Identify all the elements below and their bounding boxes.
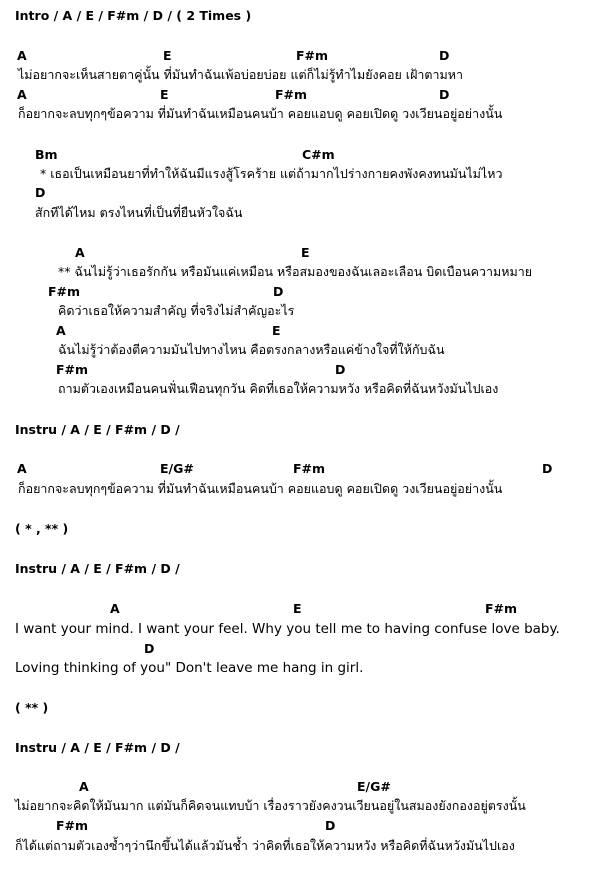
chord: D (144, 641, 155, 656)
lyric-line: ฉันไม่รู้ว่าต้องตีความมันไปทางไหน คือตรงกลางหรือแค่ข้างใจที่ให้กับฉัน (58, 342, 445, 357)
chord: F#m (296, 48, 329, 63)
chord: A (17, 461, 27, 476)
repeat-marker: ( * , ** ) (15, 521, 69, 536)
chord: E (163, 48, 172, 63)
chord: D (273, 284, 284, 299)
chord: F#m (56, 818, 89, 833)
chord: A (79, 779, 89, 794)
lyric-line: Loving thinking of you" Don't leave me hang in girl. (15, 660, 364, 676)
chord: D (542, 461, 553, 476)
lyric-line: ** ฉันไม่รู้ว่าเธอรักกัน หรือมันแค่เหมือน หรือสมองของฉันเลอะเลือน บิดเบือนความหมาย (58, 264, 533, 279)
chord: F#m (275, 87, 308, 102)
instru-line: Instru / A / E / F#m / D / (15, 561, 180, 576)
lyric-line: สักทีได้ไหม ตรงไหนที่เป็นที่ยืนหัวใจฉัน (35, 205, 243, 220)
chord: A (56, 323, 66, 338)
chord: E (301, 245, 310, 260)
lyric-line: ก็อยากจะลบทุกๆข้อความ ที่มันทำฉันเหมือนคนบ้า คอยแอบดู คอยเปิดดู วงเวียนอยู่อย่างนั้น (18, 106, 503, 121)
lyric-line: ก็อยากจะลบทุกๆข้อความ ที่มันทำฉันเหมือนคนบ้า คอยแอบดู คอยเปิดดู วงเวียนอยู่อย่างนั้น (18, 481, 503, 496)
chord: D (35, 185, 46, 200)
chord: A (110, 601, 120, 616)
chord: D (335, 362, 346, 377)
chord: F#m (485, 601, 518, 616)
chord: F#m (56, 362, 89, 377)
chord: A (17, 87, 27, 102)
lyric-line: * เธอเป็นเหมือนยาที่ทำให้ฉันมีแรงสู้โรคร้าย แต่ถ้ามากไปร่างกายคงพังคงทนมันไม่ไหว (40, 166, 503, 181)
chord: E (293, 601, 302, 616)
chord: C#m (302, 147, 335, 162)
chord: E/G# (357, 779, 391, 794)
repeat-marker: ( ** ) (15, 700, 49, 715)
chord: D (439, 48, 450, 63)
intro-line: Intro / A / E / F#m / D / ( 2 Times ) (15, 8, 252, 23)
chord: D (439, 87, 450, 102)
lyric-line: ก็ได้แต่ถามตัวเองซ้ำๆว่านึกขึ้นได้แล้วมันช้ำ ว่าคิดที่เธอให้ความหวัง หรือคิดที่ฉันหวังมันไปเอง (15, 838, 515, 853)
chord: F#m (48, 284, 81, 299)
chord: E (272, 323, 281, 338)
lyric-line: ไม่อยากจะคิดให้มันมาก แต่มันก็คิดจนแทบบ้า เรื่องราวยังคงวนเวียนอยู่ในสมองยังกองอยู่ตรงนั้น (15, 798, 526, 813)
chord: D (325, 818, 336, 833)
chord: E (160, 87, 169, 102)
lyric-line: I want your mind. I want your feel. Why you tell me to having confuse love baby. (15, 621, 560, 637)
chord: F#m (293, 461, 326, 476)
lyric-line: ไม่อยากจะเห็นสายตาคู่นั้น ที่มันทำฉันเพ้อบ่อยบ่อย แต่ก็ไม่รู้ทำไมยังคอย เฝ้าตามหา (18, 67, 464, 82)
chord: E/G# (160, 461, 194, 476)
chord: Bm (35, 147, 58, 162)
chord: A (17, 48, 27, 63)
lyric-line: ถามตัวเองเหมือนคนฟั่นเฟือนทุกวัน คิดที่เธอให้ความหวัง หรือคิดที่ฉันหวังมันไปเอง (58, 381, 499, 396)
instru-line: Instru / A / E / F#m / D / (15, 740, 180, 755)
chord: A (75, 245, 85, 260)
instru-line: Instru / A / E / F#m / D / (15, 422, 180, 437)
lyric-line: คิดว่าเธอให้ความสำคัญ ที่จริงไม่สำคัญอะไร (58, 303, 295, 318)
